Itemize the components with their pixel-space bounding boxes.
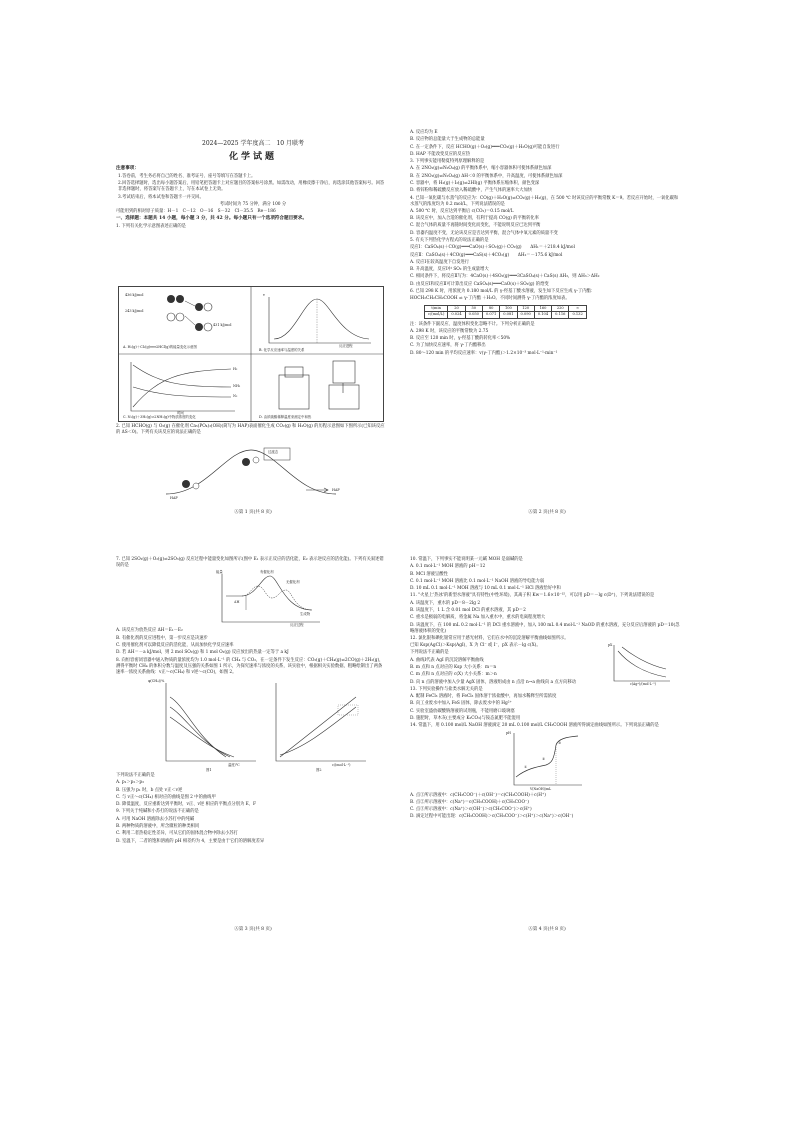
page-footer: Ⓐ第 1 页(共 8 页) <box>234 509 272 515</box>
q1-label: 时间 <box>177 411 184 415</box>
text-line: B. m 点和 n 点对应的 Ksp 大小关系：m＝n <box>410 665 497 671</box>
text-line: C. 混合气体的质量不再随时间变化而变化，不能说明反应已达到平衡 <box>410 223 541 229</box>
text-line: D. 80～120 min 的平均反应速率：v(γ-丁内酯)＞1.2×10⁻³ mol·L⁻¹·min⁻¹ <box>410 350 558 356</box>
text-line: 反应Ⅱ：CaSO₄(s)＋4CO(g)═══CaS(s)＋4CO₂(g) ΔH₂＝－175.6 kJ/mol <box>410 252 563 258</box>
text-line: B. 该温度下，1 L 含 0.01 mol DCl 的重水溶液，其 pD＝2 <box>410 607 526 613</box>
table-cell: 0.050 <box>465 312 482 318</box>
text-line: 下列说法不正确的是 <box>410 650 449 656</box>
notice-list <box>116 174 390 201</box>
q14-point: ② <box>542 756 546 761</box>
text-line: A. 反应均为 E <box>410 130 438 135</box>
table-cell: 0.081 <box>500 312 517 318</box>
text-line: C. 实验室盛放碳酸钠溶液的试剂瓶，不能用磨口玻璃塞 <box>410 708 515 714</box>
table-cell: 220 <box>552 306 569 312</box>
text-line: C. 与 v正～c(CH₄) 相对应的曲线是图 2 中的曲线甲 <box>116 794 216 800</box>
q2-mechanism-figure <box>156 440 346 504</box>
text-line: 已知 Ksp(AgCl)＞Ksp(AgI)，X 为 Cl⁻ 或 I⁻，pX 表示－lg c(X)。 <box>410 643 541 649</box>
exam-time: 考试时间为 75 分钟，满分 100 分 <box>219 201 287 207</box>
atomic-masses: 可能用到的相对原子质量：H－1 C－12 O－16 S－32 Cl－35.5 Re－186 <box>116 209 276 215</box>
page-2-body <box>410 130 684 357</box>
q1-caption-a: A. H₂(g)＋Cl₂(g)═══2HCl(g)的能量变化示意图 <box>123 345 197 349</box>
text-line: D. 10 mL 0.1 mol·L⁻¹ MOH 溶液与 10 mL 0.1 mol·L⁻¹ HCl 溶液恰好中和 <box>410 586 561 592</box>
q7-label: 反应过程 <box>290 623 304 628</box>
question-14: 14. 常温下，用 0.100 mol/L NaOH 溶液滴定 20 mL 0.100 mol/L CH₃COOH 溶液所得滴定曲线如图所示。下列说法正确的是 <box>410 723 659 729</box>
text-line: A. 500 ℃ 时，反应达到平衡后 c(CO₂)＝0.15 mol/L <box>410 208 514 214</box>
q2-mechanism-diagram <box>156 440 346 504</box>
q1-caption-c: C. N₂(g)＋3H₂(g)⇌2NH₃(g)中物质浓度的变化 <box>123 415 196 419</box>
question-13: 13. 下列实验操作与盐类水解无关的是 <box>410 686 483 692</box>
q12-figure <box>608 643 674 687</box>
page-3-body <box>116 557 390 845</box>
page-footer: Ⓐ第 2 页(共 8 页) <box>528 509 566 515</box>
q2-label: HAP <box>332 488 340 492</box>
text-line: A. 点①所示溶液中：c(CH₃COO⁻)＋c(OH⁻)＝c(CH₃COOH)＋c(H⁺) <box>410 792 546 798</box>
question-1: 1. 下列有关化学示意图表述正确的是 <box>116 224 186 230</box>
q6-data-table <box>424 305 587 318</box>
q7-label: 有催化剂 <box>260 570 274 575</box>
q1-label: 431 kJ/mol <box>213 323 232 327</box>
text-line: C. 重水是极弱的电解质，将金属 Na 加入重水中，重水的电离程度增大 <box>410 615 546 621</box>
exam-subject-title: 化学试题 <box>228 151 277 162</box>
text-line: D. HAP 不能改变反应的反应热 <box>410 151 471 157</box>
text-line: C. 为了加快反应速率，将 γ-丁内酯移出 <box>410 343 486 349</box>
text-line: HOCH₂CH₂CH₂COOH ⇌ γ-丁内酯 ＋H₂O。不同时间测得 γ-丁内酯的浓度如表。 <box>410 296 570 302</box>
q14-titration-curve <box>506 731 586 793</box>
table-cell: c/(mol/L) <box>425 312 448 318</box>
text-line: D. 施肥时，草木灰(主要成分 K₂CO₃)与铵态氮肥不能混用 <box>410 716 521 721</box>
notice-item: 2.回答选择题时，选出每小题答案后，用铅笔把答题卡上对应题目的答案标号涂黑。如需改动，用橡皮擦干净后，再选涂其他答案标号。回答非选择题时，将答案写在答题卡上，写在本试卷上无效。 <box>118 181 385 193</box>
text-line: A. 曲线Ⅰ代表 AgI 的沉淀溶解平衡曲线 <box>410 657 484 663</box>
table-row <box>425 312 587 318</box>
question-3: 3. 下列事实能用勒夏特列原理解释的是 <box>410 159 485 165</box>
q14-titration-figure <box>506 731 586 793</box>
q12-label: c(Ag⁺)/(mol·L⁻¹) <box>630 682 656 687</box>
text-line: D. 由反应Ⅰ和反应Ⅱ可计算出反应 CaSO₄(s)═══CaO(s)＋SO₂(g) 的焓变 <box>410 281 549 287</box>
q7-label: 生成物 <box>300 612 311 617</box>
notice-item: 1.答卷前，考生务必将自己的姓名、准考证号、座号等填写在答题卡上。 <box>118 173 256 179</box>
q1-label: NH₃ <box>233 384 241 388</box>
q14-point: ③ <box>558 740 562 745</box>
question-11: 11. "火星上'热冰'的新型水溶液"具有特性(中性环境)，其离子积 Kw＝1.6×10⁻¹⁵，可以用 pD＝－lg c(D⁺)，下列说法错误的是 <box>410 593 655 599</box>
text-line: D. 滴定过程中可能出现：c(CH₃COOH)＞c(CH₃COO⁻)＞c(H⁺)＞c(Na⁺)＞c(OH⁻) <box>410 814 574 820</box>
q1-caption-b: B. 化学反应速率与温度的关系 <box>259 348 305 352</box>
text-line: D. 若 ΔH＝－a kJ/mol，则 2 mol SO₂(g) 和 1 mol O₂(g) 反应放出的热量一定等于 a kJ <box>116 650 289 656</box>
q8-figures <box>116 677 390 773</box>
page-footer: Ⓐ第 4 页(共 8 页) <box>528 926 566 932</box>
text-line: B. 向工业废水中加入 FeS 固体，除去废水中的 Hg²⁺ <box>410 701 512 707</box>
text-line: 注：该条件下副反应、温度体积变化忽略不计。下列分析正确的是 <box>410 321 535 327</box>
text-line: A. 可用 NaOH 溶液除去小苏打中的纯碱 <box>116 816 195 822</box>
q7-energy-diagram <box>216 570 326 628</box>
text-line: D. 降低温度，反应重新达到平衡时，v正、v逆 相应的平衡点分别为 E、F <box>116 802 257 808</box>
q1-diagrams <box>119 287 383 421</box>
notice-item: 3.考试结束后，将本试卷和答题卡一并交回。 <box>118 194 204 200</box>
text-line: 下列说法不正确的是 <box>116 772 155 778</box>
exam-title-line: 2024—2025 学年度高二 10 月联考 <box>202 140 304 147</box>
text-line: B. 压强为 p₁ 时，b 点处 v正＜v逆 <box>116 787 183 793</box>
text-line: A. 反应Ⅰ在较高温度下自发进行 <box>410 259 470 265</box>
text-line: C. 使用催化剂可以降低反应的活化能，从而加快化学反应速率 <box>116 642 234 648</box>
text-line: A. 0.1 mol·L⁻¹ MOH 溶液的 pH＝12 <box>410 564 486 570</box>
q8-label: 图1 <box>206 767 212 772</box>
exam-page-2 <box>410 118 684 518</box>
q1-label: N₂ <box>233 394 238 398</box>
q1-label: 436 kJ/mol <box>125 293 144 297</box>
q7-label: 无催化剂 <box>286 580 300 585</box>
q7-label: 能量 <box>216 570 223 575</box>
q2-label: HAP <box>170 496 178 500</box>
text-line: A. 该反应为放热反应 ΔH＝E₁－E₂ <box>116 628 183 634</box>
text-line: C. 0.1 mol·L⁻¹ MOH 溶液比 0.1 mol·L⁻¹ NaOH 溶液的导电能力弱 <box>410 578 545 584</box>
text-line: B. 点②所示溶液中：c(Na⁺)＝c(CH₃COOH)＋c(CH₃COO⁻) <box>410 799 529 805</box>
table-cell: 80 <box>482 306 499 312</box>
q1-label: 243 kJ/mol <box>125 309 144 313</box>
q1-caption-d: D. 由浓硫酸稀释温度来测定中和热 <box>259 415 312 419</box>
text-line: C. 在一定条件下，反应 HCHO(g)＋O₂(g)═══CO₂(g)＋H₂O(g)可能自发进行 <box>410 144 560 150</box>
table-cell: 160 <box>534 306 551 312</box>
question-4: 4. 已知一氧化碳与水蒸气的反应为：CO(g)＋H₂O(g)⇌CO₂(g)＋H₂(g)，在 500 ℃ 时该反应的平衡常数 K＝9。若反应开始时，一氧化碳和水蒸气的浓度均为 0.2 mol/L，下列说法错误的是 <box>410 195 679 207</box>
exam-page-3 <box>116 545 390 935</box>
page-footer: Ⓐ第 3 页(共 8 页) <box>234 926 272 932</box>
q14-label: pH <box>506 730 511 735</box>
q12-block <box>410 643 684 686</box>
exam-page-4 <box>410 545 684 935</box>
text-line: B. 升高温度，反应Ⅰ中 SO₂ 的生成量增大 <box>410 267 489 273</box>
section-heading: 一、选择题：本题共 14 小题，每小题 3 分，共 42 分。每小题只有一个选项符合题目要求。 <box>116 216 307 222</box>
question-12: 12. 氯化银和碘化银常应用于感光材料，它们在水中的沉淀溶解平衡曲线如图所示。 <box>410 635 569 641</box>
q14-label: V(NaOH)/mL <box>530 786 552 791</box>
table-cell: 20 <box>448 306 465 312</box>
exam-page-1 <box>116 118 390 518</box>
table-cell: ∞ <box>569 306 586 312</box>
table-cell: t/min <box>425 306 448 312</box>
table-cell: 0.104 <box>534 312 551 318</box>
q14-point: ① <box>524 764 528 769</box>
text-line: B. 该反应中，加入合适的催化剂，有利于提高 CO(g) 的平衡转化率 <box>410 216 539 222</box>
q12-label: pX <box>608 643 613 648</box>
text-line: B. 反应物的总能量大于生成物的总能量 <box>410 137 485 143</box>
text-line: A. 配制 FeCl₃ 溶液时，将 FeCl₃ 固体溶于浓盐酸中，再加水稀释至所需浓度 <box>410 694 557 700</box>
text-line: B. 反应至 120 min 时，γ-羟基丁酸的转化率＜50% <box>410 336 511 342</box>
text-line: A. p₁＞p₂＞p₃ <box>116 780 144 786</box>
q8-label: 图2 <box>316 767 322 772</box>
text-line: B. 两种物质的溶液中，所含微粒的种类相同 <box>116 823 200 829</box>
text-line: A. 298 K 时，该反应的平衡常数为 2.75 <box>410 328 489 334</box>
text-line: C. 容器中，将 H₂(g)＋I₂(g)⇌2HI(g) 平衡体系压缩体积，颜色变深 <box>410 180 540 186</box>
q7-label: ΔH <box>234 600 240 605</box>
text-line: B. MCl 溶液呈酸性 <box>410 571 448 577</box>
q8-label: 温度/℃ <box>228 762 240 767</box>
table-cell: 100 <box>500 306 517 312</box>
text-line: B. 有催化剂的反应进程中，第一步反应是决速步 <box>116 635 208 641</box>
table-cell: 0.132 <box>569 312 586 318</box>
text-line: D. 将锌粉和稀硫酸反应放入稀硫酸中，产生气体的速率大大加快 <box>410 188 533 194</box>
q1-label: H₂ <box>233 367 238 371</box>
text-line: 反应Ⅰ：CaSO₄(s)＋CO(g)═══CaO(s)＋SO₂(g)＋CO₂(g) ΔH₁＝＋218.4 kJ/mol <box>410 245 575 251</box>
text-line: A. 该温度下，重水的 pD＝8－2lg 2 <box>410 600 481 606</box>
text-line: C. 相同条件下，将反应Ⅱ写为：4CaO(s)＋4SO₂(g)═══3CaSO₄(s)＋CaS(s) ΔH₃，则 ΔH₃＞ΔH₂ <box>410 274 600 280</box>
text-line: D. 室温下，二者的饱和溶液的 pH 相差约为 4，主要是由于它们的溶解度差异 <box>116 838 265 844</box>
table-cell: 0.024 <box>448 312 465 318</box>
page-4-body <box>410 557 684 821</box>
question-7: 7. 已知 2SO₂(g)＋O₂(g)⇌2SO₃(g) 反应过程中能量变化如图所示(图中 E₁ 表示正反应的活化能，E₂ 表示逆反应的活化能)。下列有关叙述错误的是 <box>116 557 384 569</box>
q2-label: 过渡态 <box>268 450 279 454</box>
text-line: D. 该温度下，在 100 mL 0.2 mol·L⁻¹ 的 DCl 重水溶液中，加入 100 mL 0.4 mol·L⁻¹ NaOD 的重水溶液，充分反应后溶液的 pD＝10(忽略溶液体积的变化) <box>410 622 680 634</box>
text-line: D. 向 n 点的溶液中加入少量 AgX 固体，溶液组成由 n 点沿 n→a 曲线向 a 点方向移动 <box>410 679 576 685</box>
question-6: 6. 已知 298 K 时，用浓度为 0.180 mol/L 的 γ-羟基丁酸水溶液，发生如下反应生成 γ-丁内酯： <box>410 289 596 294</box>
table-cell: 120 <box>517 306 534 312</box>
text-line: D. 容器内温度不变，无论该反应是否达到平衡，混合气体中氧元素的质量不变 <box>410 230 558 236</box>
table-cell: 0.071 <box>482 312 499 318</box>
text-line: C. 点③所示溶液中：c(Na⁺)＞c(OH⁻)＞c(CH₃COO⁻)＞c(H⁺) <box>410 807 532 813</box>
notice-title: 注意事项： <box>116 166 139 172</box>
table-cell: 0.116 <box>552 312 569 318</box>
q8-label: c/(mol·L⁻¹) <box>332 762 351 767</box>
table-cell: 50 <box>465 306 482 312</box>
q1-figure-grid <box>118 286 384 422</box>
question-5: 5. 有关下列热化学方程式的说法正确的是 <box>410 238 489 244</box>
table-cell: 0.090 <box>517 312 534 318</box>
text-line: A. 在 2NO₂(g)⇌N₂O₄(g) 的平衡体系中，缩小容器体积可使体系颜色加深 <box>410 166 552 172</box>
q12-solubility-curve <box>608 643 674 687</box>
question-2: 2. 已知 HCHO(g) 与 O₂(g) 在催化剂 Ca₅(PO₄)₃(OH)(简写为 HAP)表面催化生成 CO₂(g) 和 H₂O(g) 的历程示意图如下图所示(已知该反应的 ΔS＜0)。下列有关该反应的说法正确的是 <box>116 424 385 436</box>
q1-label: 反应进程 <box>339 344 353 348</box>
q8-graphs <box>116 677 386 773</box>
text-line: C. 利用二者热稳定性差异，可从它们的固体混合物中除去小苏打 <box>116 831 238 837</box>
question-8: 8. 向恒容密闭容器中通入物质的量浓度均为 1.0 mol·L⁻¹ 的 CH₄ 与 CO₂，在一定条件下发生反应：CO₂(g)＋CH₄(g)⇌2CO(g)＋2H₂(g)，测得平衡时 CH₄ 的体积分数与温度及压强的关系如图 1 所示，为探究速率与浓度的关系，该实验中，根据相关实验数据，粗略绘制出了两条速率一浓度关系曲线：v正～c(CH₄) 和 v逆～c(CO)，如图 2。 <box>116 657 384 675</box>
question-10: 10. 常温下，下列事实不能说明某一元碱 MOH 是弱碱的是 <box>410 557 523 562</box>
q7-energy-figure <box>216 570 326 628</box>
q8-label: φ(CH₄)/% <box>148 678 165 683</box>
text-line: C. m 点和 n 点对应的 c(X) 大小关系：m＞n <box>410 672 497 678</box>
text-line: B. 在 2NO₂(g)⇌N₂O₄(g) ΔH＜0 的平衡体系中，升高温度，可使体系颜色加深 <box>410 173 563 179</box>
q1-label: v <box>263 293 265 297</box>
question-9: 9. 下列关于纯碱和小苏打的说法不正确的是 <box>116 809 199 815</box>
